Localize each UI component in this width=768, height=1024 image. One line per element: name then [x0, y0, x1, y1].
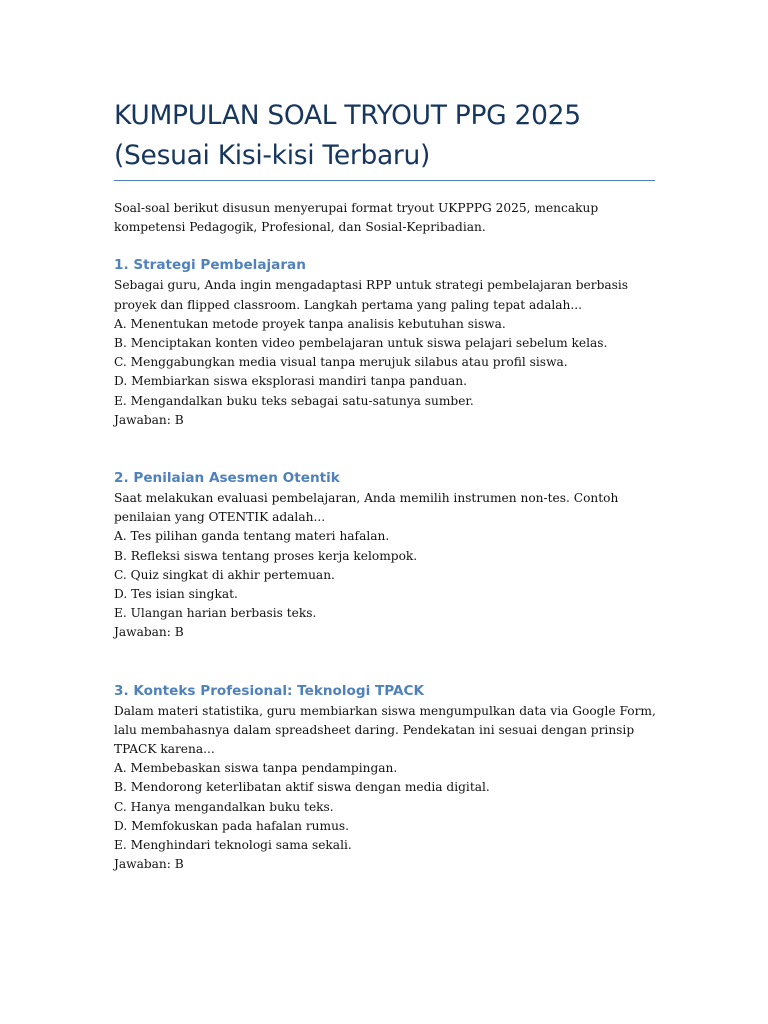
option-2c: C. Quiz singkat di akhir pertemuan.: [114, 567, 335, 582]
document-page: [114, 96, 656, 874]
title-underline: [114, 180, 655, 181]
option-2e: E. Ulangan harian berbasis teks.: [114, 606, 317, 621]
answer-3: Jawaban: B: [114, 857, 184, 872]
option-3d: D. Memfokuskan pada hafalan rumus.: [114, 818, 350, 833]
title-line-1: KUMPULAN SOAL TRYOUT PPG 2025: [114, 100, 581, 131]
question-3-options: [114, 759, 656, 874]
section-heading-3: 3. Konteks Profesional: Teknologi TPACK: [114, 682, 425, 699]
option-2a: A. Tes pilihan ganda tentang materi hafalan.: [114, 529, 390, 544]
option-3a: A. Membebaskan siswa tanpa pendampingan.: [114, 761, 398, 776]
option-3c: C. Hanya mengandalkan buku teks.: [114, 799, 334, 814]
option-1b: B. Menciptakan konten video pembelajaran untuk siswa pelajari sebelum kelas.: [114, 336, 608, 351]
answer-2: Jawaban: B: [114, 625, 184, 640]
question-2-text: Saat melakukan evaluasi pembelajaran, Anda memilih instrumen non-tes. Contoh penilaian yang OTENTIK adalah...: [114, 491, 619, 525]
option-1e: E. Mengandalkan buku teks sebagai satu-satunya sumber.: [114, 393, 474, 408]
title-line-2: (Sesuai Kisi-kisi Terbaru): [114, 140, 431, 171]
question-1-text: Sebagai guru, Anda ingin mengadaptasi RPP untuk strategi pembelajaran berbasis proyek dan flipped classroom. Langkah pertama yang paling tepat adalah...: [114, 278, 629, 312]
question-2-options: [114, 527, 656, 642]
document-title: [114, 96, 656, 176]
question-1-options: [114, 315, 656, 430]
option-3b: B. Mendorong keterlibatan aktif siswa dengan media digital.: [114, 780, 490, 795]
option-1d: D. Membiarkan siswa eksplorasi mandiri tanpa panduan.: [114, 374, 467, 389]
option-1c: C. Menggabungkan media visual tanpa merujuk silabus atau profil siswa.: [114, 355, 568, 370]
option-2b: B. Refleksi siswa tentang proses kerja kelompok.: [114, 548, 418, 563]
section-heading-1: 1. Strategi Pembelajaran: [114, 257, 306, 274]
answer-1: Jawaban: B: [114, 412, 184, 427]
option-3e: E. Menghindari teknologi sama sekali.: [114, 838, 352, 853]
section-heading-2: 2. Penilaian Asesmen Otentik: [114, 470, 340, 487]
option-2d: D. Tes isian singkat.: [114, 587, 238, 602]
option-1a: A. Menentukan metode proyek tanpa analisis kebutuhan siswa.: [114, 316, 506, 331]
intro-paragraph: Soal-soal berikut disusun menyerupai format tryout UKPPPG 2025, mencakup kompetensi Pedagogik, Profesional, dan Sosial-Kepribadian.: [114, 201, 599, 235]
question-3-text: Dalam materi statistika, guru membiarkan siswa mengumpulkan data via Google Form, lalu membahasnya dalam spreadsheet daring. Pendekatan ini sesuai dengan prinsip TPACK karena...: [114, 703, 656, 757]
